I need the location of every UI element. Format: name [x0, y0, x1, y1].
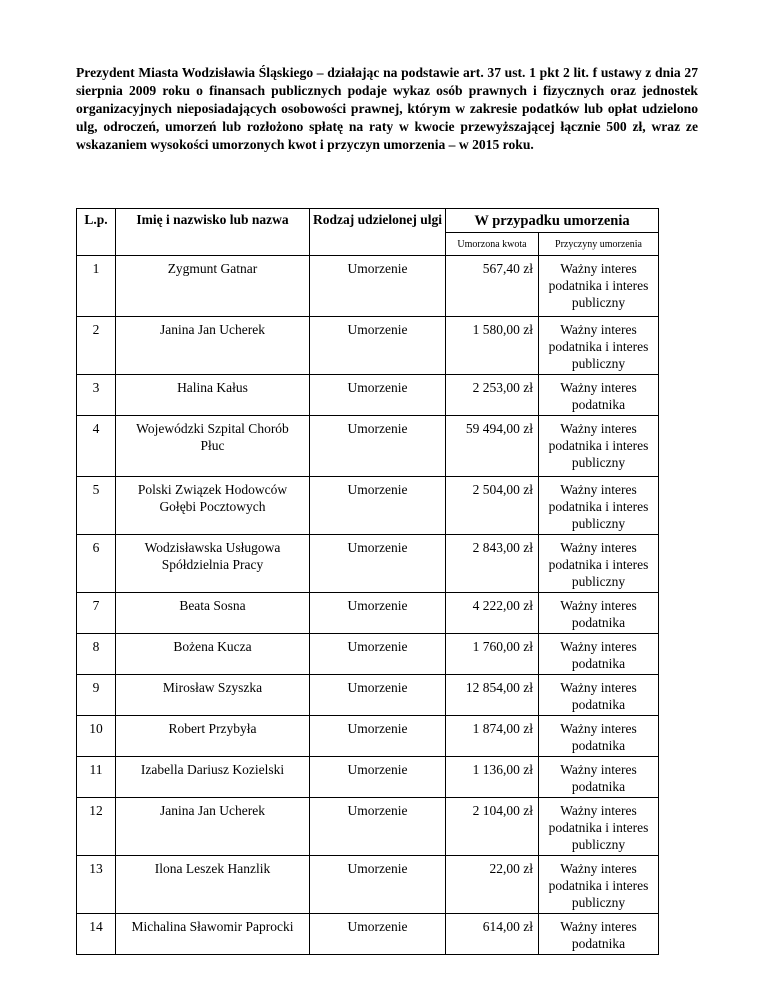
row-lp: 2: [77, 317, 116, 375]
table-row: [77, 317, 659, 375]
row-name: Robert Przybyła: [116, 716, 310, 757]
table-row: [77, 593, 659, 634]
table-row: [77, 716, 659, 757]
row-reason: Ważny interes podatnika i interes publiczny: [539, 416, 659, 477]
row-lp: 10: [77, 716, 116, 757]
row-relief: Umorzenie: [310, 317, 446, 375]
header-reason: Przyczyny umorzenia: [539, 233, 659, 256]
header-remission-group: W przypadku umorzenia: [446, 209, 659, 233]
table-row: [77, 798, 659, 856]
row-reason: Ważny interes podatnika: [539, 757, 659, 798]
row-relief: Umorzenie: [310, 675, 446, 716]
row-name: Polski Związek Hodowców Gołębi Pocztowych: [116, 477, 310, 535]
row-amount: 567,40 zł: [446, 256, 539, 317]
row-name: Mirosław Szyszka: [116, 675, 310, 716]
intro-paragraph: Prezydent Miasta Wodzisławia Śląskiego – działając na podstawie art. 37 ust. 1 pkt 2 lit. f ustawy z dnia 27 sierpnia 2009 roku o finansach publicznych podaje wykaz osób prawnych i fizycznych oraz jednostek organizacyjnych nieposiadających osobowości prawnej, którym w zakresie podatków lub opłat udzielono ulg, odroczeń, umorzeń lub rozłożono spłatę na raty w kwocie przewyższającej łącznie 500 zł, wraz ze wskazaniem wysokości umorzonych kwot i przyczyn umorzenia – w 2015 roku.: [76, 65, 698, 152]
row-amount: 614,00 zł: [446, 914, 539, 955]
table-row: [77, 535, 659, 593]
row-name: Zygmunt Gatnar: [116, 256, 310, 317]
row-name: Halina Kałus: [116, 375, 310, 416]
row-reason: Ważny interes podatnika i interes publiczny: [539, 317, 659, 375]
row-reason: Ważny interes podatnika i interes publiczny: [539, 856, 659, 914]
row-lp: 13: [77, 856, 116, 914]
row-amount: 22,00 zł: [446, 856, 539, 914]
header-name: Imię i nazwisko lub nazwa: [116, 209, 310, 256]
table-row: [77, 416, 659, 477]
row-name: Janina Jan Ucherek: [116, 798, 310, 856]
row-name: Wojewódzki Szpital Chorób Płuc: [116, 416, 310, 477]
row-relief: Umorzenie: [310, 856, 446, 914]
table-row: [77, 477, 659, 535]
row-relief: Umorzenie: [310, 375, 446, 416]
row-name: Beata Sosna: [116, 593, 310, 634]
table-row: [77, 856, 659, 914]
row-relief: Umorzenie: [310, 914, 446, 955]
row-amount: 2 104,00 zł: [446, 798, 539, 856]
row-lp: 8: [77, 634, 116, 675]
row-lp: 11: [77, 757, 116, 798]
row-relief: Umorzenie: [310, 535, 446, 593]
table-row: [77, 634, 659, 675]
table-row: [77, 914, 659, 955]
header-amount: Umorzona kwota: [446, 233, 539, 256]
row-relief: Umorzenie: [310, 593, 446, 634]
row-amount: 4 222,00 zł: [446, 593, 539, 634]
row-reason: Ważny interes podatnika i interes publiczny: [539, 798, 659, 856]
row-lp: 12: [77, 798, 116, 856]
row-name: Ilona Leszek Hanzlik: [116, 856, 310, 914]
row-amount: 2 253,00 zł: [446, 375, 539, 416]
row-reason: Ważny interes podatnika i interes publiczny: [539, 256, 659, 317]
row-lp: 6: [77, 535, 116, 593]
row-lp: 9: [77, 675, 116, 716]
row-lp: 1: [77, 256, 116, 317]
row-relief: Umorzenie: [310, 477, 446, 535]
row-lp: 4: [77, 416, 116, 477]
row-reason: Ważny interes podatnika: [539, 375, 659, 416]
row-reason: Ważny interes podatnika i interes publiczny: [539, 535, 659, 593]
row-reason: Ważny interes podatnika: [539, 593, 659, 634]
row-name: Bożena Kucza: [116, 634, 310, 675]
row-amount: 12 854,00 zł: [446, 675, 539, 716]
table-row: [77, 375, 659, 416]
row-amount: 1 580,00 zł: [446, 317, 539, 375]
table-row: [77, 256, 659, 317]
row-reason: Ważny interes podatnika: [539, 675, 659, 716]
table-row: [77, 675, 659, 716]
header-relief: Rodzaj udzielonej ulgi: [310, 209, 446, 256]
relief-table: [76, 208, 659, 955]
row-relief: Umorzenie: [310, 416, 446, 477]
row-lp: 14: [77, 914, 116, 955]
row-reason: Ważny interes podatnika: [539, 634, 659, 675]
table-row: [77, 757, 659, 798]
row-amount: 2 843,00 zł: [446, 535, 539, 593]
row-lp: 5: [77, 477, 116, 535]
row-reason: Ważny interes podatnika: [539, 914, 659, 955]
row-reason: Ważny interes podatnika: [539, 716, 659, 757]
row-relief: Umorzenie: [310, 757, 446, 798]
row-name: Wodzisławska Usługowa Spółdzielnia Pracy: [116, 535, 310, 593]
row-name: Michalina Sławomir Paprocki: [116, 914, 310, 955]
row-relief: Umorzenie: [310, 716, 446, 757]
row-amount: 2 504,00 zł: [446, 477, 539, 535]
row-amount: 1 760,00 zł: [446, 634, 539, 675]
row-lp: 3: [77, 375, 116, 416]
row-lp: 7: [77, 593, 116, 634]
row-relief: Umorzenie: [310, 798, 446, 856]
row-amount: 1 136,00 zł: [446, 757, 539, 798]
row-name: Izabella Dariusz Kozielski: [116, 757, 310, 798]
row-relief: Umorzenie: [310, 634, 446, 675]
row-reason: Ważny interes podatnika i interes publiczny: [539, 477, 659, 535]
row-name: Janina Jan Ucherek: [116, 317, 310, 375]
row-relief: Umorzenie: [310, 256, 446, 317]
header-lp: L.p.: [77, 209, 116, 256]
row-amount: 59 494,00 zł: [446, 416, 539, 477]
row-amount: 1 874,00 zł: [446, 716, 539, 757]
